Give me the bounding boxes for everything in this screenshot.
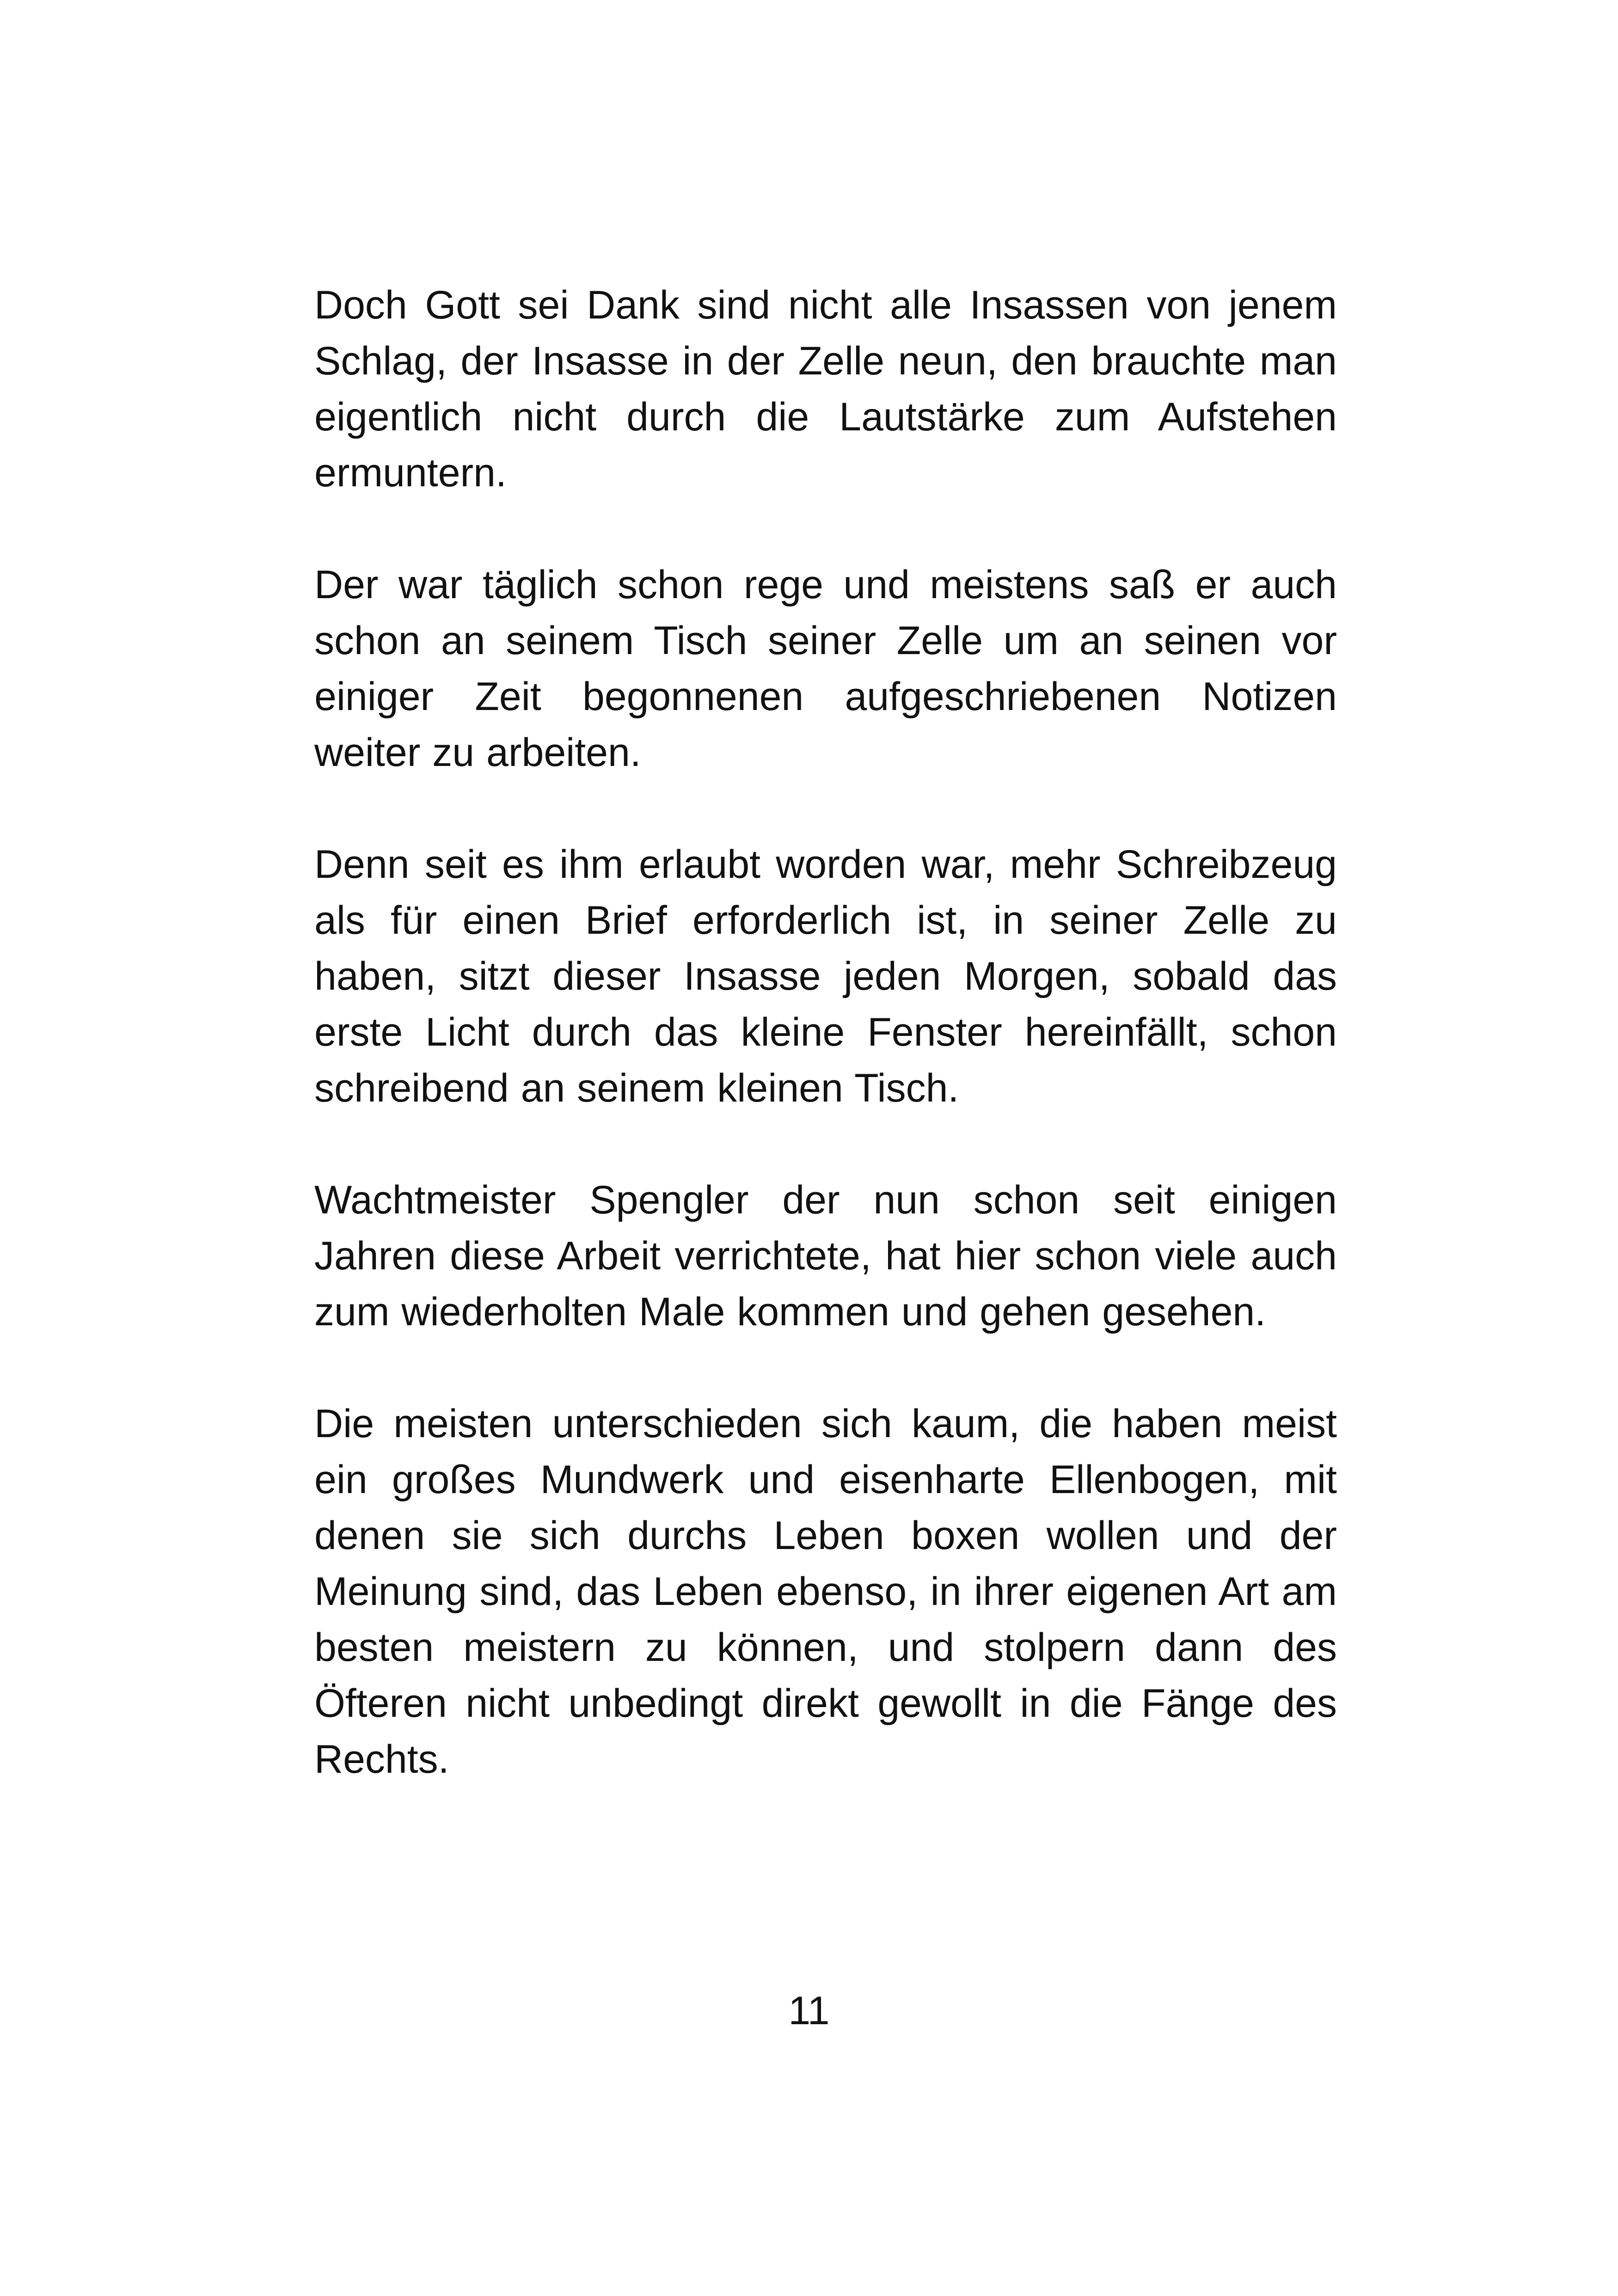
page-number: 11 xyxy=(788,1989,830,2033)
body-text xyxy=(314,277,1337,1843)
paragraph-3: Denn seit es ihm erlaubt worden war, mehr Schreibzeug als für einen Brief erforderlich ist, in seiner Zelle zu haben, sitzt dieser Insasse jeden Morgen, sobald das erste Licht durch das kleine Fenster hereinfällt, schon schreibend an seinem kleinen Tisch. xyxy=(314,842,1337,1110)
paragraph-5: Die meisten unterschieden sich kaum, die haben meist ein großes Mundwerk und eisenharte Ellenbogen, mit denen sie sich durchs Leben boxen wollen und der Meinung sind, das Leben ebenso, in ihrer eigenen Art am besten meistern zu können, und stolpern dann des Öfteren nicht unbedingt direkt gewollt in die Fänge des Rechts. xyxy=(314,1402,1337,1782)
paragraph-4: Wachtmeister Spengler der nun schon seit einigen Jahren diese Arbeit verrichtete, hat hier schon viele auch zum wiederholten Male kommen und gehen gesehen. xyxy=(314,1178,1337,1334)
paragraph-1: Doch Gott sei Dank sind nicht alle Insassen von jenem Schlag, der Insasse in der Zelle neun, den brauchte man eigentlich nicht durch die Lautstärke zum Aufstehen ermuntern. xyxy=(314,283,1337,495)
paragraph-2: Der war täglich schon rege und meistens saß er auch schon an seinem Tisch seiner Zelle um an seinen vor einiger Zeit begonnenen aufgeschriebenen Notizen weiter zu arbeiten. xyxy=(314,563,1337,775)
